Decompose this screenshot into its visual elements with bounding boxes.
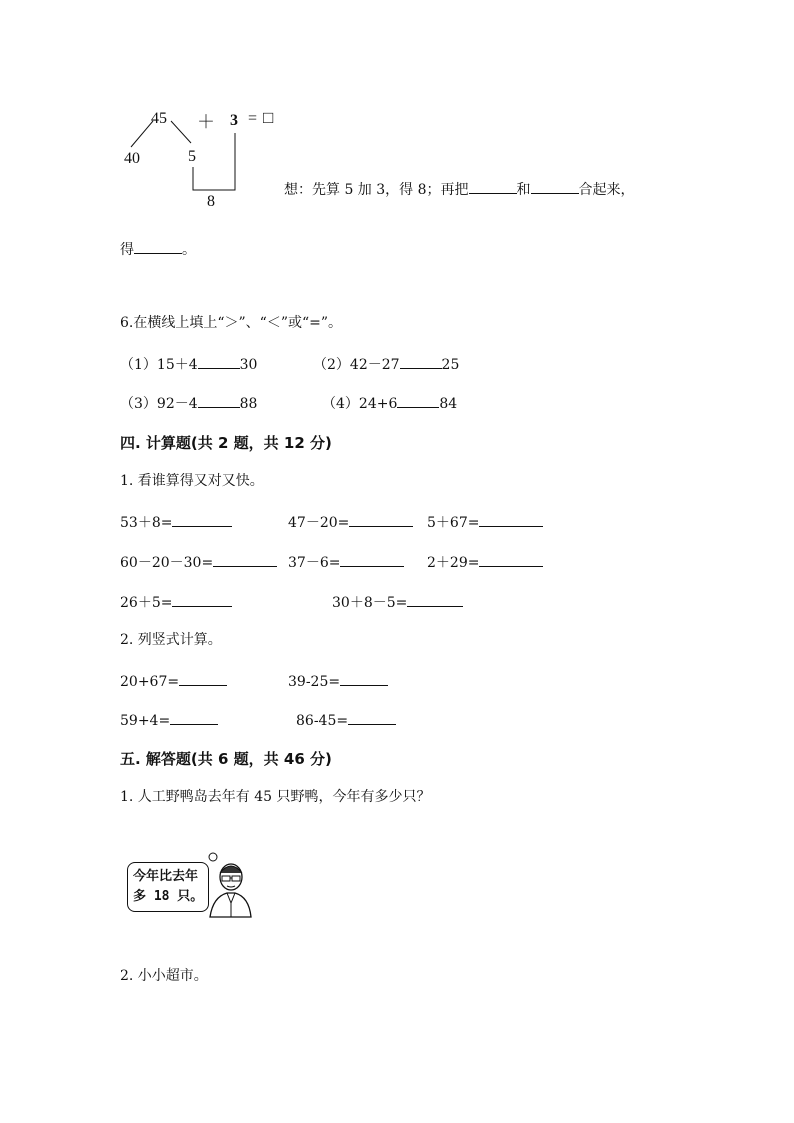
compare-left: （1）15＋4 <box>120 357 198 373</box>
compare-item <box>120 354 257 374</box>
calc-item <box>120 512 232 532</box>
calc-expression: 20+67= <box>120 674 180 690</box>
calc-expression: 53＋8= <box>120 515 173 531</box>
section-4-q2-title: 2. 列竖式计算。 <box>120 632 222 648</box>
calc-blank[interactable] <box>213 552 277 567</box>
section-5-q2-title: 2. 小小超市。 <box>120 968 208 984</box>
plus-sign: ＋ <box>197 112 215 132</box>
compare-left: （3）92－4 <box>120 396 198 412</box>
number-45: 45 <box>151 110 167 127</box>
calc-expression: 60－20－30= <box>120 555 214 571</box>
compare-blank[interactable] <box>400 354 442 369</box>
calc-blank[interactable] <box>479 512 543 527</box>
vertical-calc-item <box>288 671 388 691</box>
calc-blank[interactable] <box>348 710 396 725</box>
compare-right: 84 <box>439 396 458 412</box>
calc-expression: 5＋67= <box>427 515 480 531</box>
q5-hint-line <box>284 179 635 199</box>
calc-blank[interactable] <box>349 512 413 527</box>
compare-item <box>313 354 459 374</box>
vertical-calc-item <box>120 671 227 691</box>
branch-line-left <box>131 121 153 147</box>
calc-expression: 47－20= <box>288 515 350 531</box>
compare-blank[interactable] <box>198 393 240 408</box>
number-5: 5 <box>188 148 196 165</box>
calc-expression: 59+4= <box>120 713 171 729</box>
calc-expression: 39-25= <box>288 674 341 690</box>
sum-bracket <box>193 133 235 190</box>
calc-blank[interactable] <box>172 592 232 607</box>
q5-combine: 合起来， <box>578 182 635 198</box>
compare-right: 25 <box>441 357 460 373</box>
calc-item <box>120 592 232 612</box>
calc-expression: 37－6= <box>288 555 341 571</box>
answer-blank-3[interactable] <box>134 239 182 254</box>
q5-get: 得 <box>120 242 134 258</box>
calc-item <box>332 592 463 612</box>
calc-expression: 86-45= <box>296 713 349 729</box>
calc-item <box>288 512 413 532</box>
speech-bubble <box>127 862 209 912</box>
number-40: 40 <box>124 150 140 167</box>
section-4-heading: 四. 计算题(共 2 题，共 12 分) <box>120 434 332 452</box>
calc-blank[interactable] <box>340 671 388 686</box>
calc-item <box>120 552 277 572</box>
q5-result-line <box>120 239 196 259</box>
compare-left: （2）42－27 <box>313 357 400 373</box>
compare-right: 30 <box>239 357 258 373</box>
compare-blank[interactable] <box>198 354 240 369</box>
section-5-heading: 五. 解答题(共 6 题，共 46 分) <box>120 750 332 768</box>
calc-blank[interactable] <box>340 552 404 567</box>
calc-blank[interactable] <box>172 512 232 527</box>
q6-title: 6.在横线上填上“＞”、“＜”或“=”。 <box>120 315 343 331</box>
q5-hint-text: 想：先算 5 加 3，得 8；再把 <box>284 182 469 198</box>
calc-expression: 2＋29= <box>427 555 480 571</box>
compare-item <box>322 393 457 413</box>
answer-blank-2[interactable] <box>531 179 579 194</box>
number-3: 3 <box>230 112 238 129</box>
q5-period: 。 <box>182 242 196 258</box>
compare-item <box>120 393 257 413</box>
calc-blank[interactable] <box>170 710 218 725</box>
answer-blank-1[interactable] <box>469 179 517 194</box>
calc-item <box>288 552 404 572</box>
bubble-line-2: 多 18 只。 <box>133 889 204 904</box>
vertical-calc-item <box>296 710 396 730</box>
calc-item <box>427 552 543 572</box>
calc-expression: 26＋5= <box>120 595 173 611</box>
calc-expression: 30＋8－5= <box>332 595 408 611</box>
bubble-line-1: 今年比去年 <box>133 869 199 884</box>
q5-and: 和 <box>516 182 531 198</box>
equals-sign: = <box>248 110 258 127</box>
calc-blank[interactable] <box>479 552 543 567</box>
section-5-q1-title: 1. 人工野鸭岛去年有 45 只野鸭，今年有多少只？ <box>120 789 431 805</box>
branch-line-right <box>171 121 191 143</box>
calc-blank[interactable] <box>179 671 227 686</box>
section-4-q1-title: 1. 看谁算得又对又快。 <box>120 473 264 489</box>
vertical-calc-item <box>120 710 218 730</box>
compare-right: 88 <box>239 396 258 412</box>
compare-blank[interactable] <box>397 393 439 408</box>
calc-blank[interactable] <box>407 592 463 607</box>
answer-box: □ <box>263 108 274 127</box>
compare-left: （4）24+6 <box>322 396 398 412</box>
teacher-illustration <box>205 845 253 920</box>
number-8: 8 <box>207 193 215 210</box>
calc-item <box>427 512 543 532</box>
